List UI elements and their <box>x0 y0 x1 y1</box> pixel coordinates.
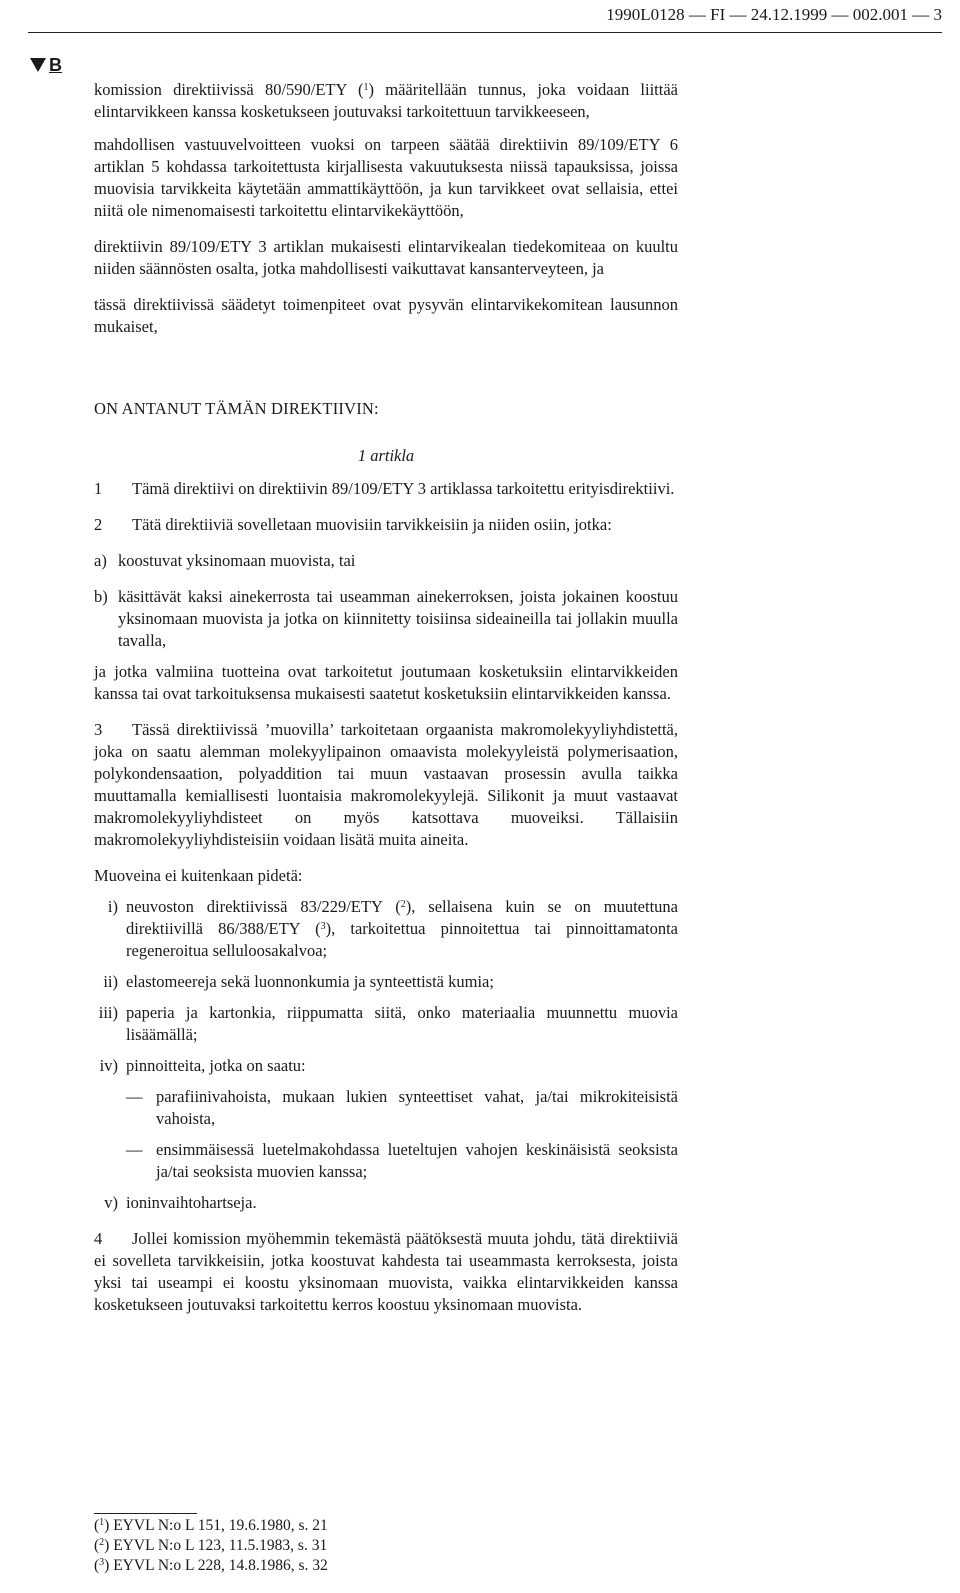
exclusion-item-ii: ii) elastomeereja sekä luonnonkumia ja synteettistä kumia; <box>103 972 494 991</box>
recital-4: tässä direktiivissä säädetyt toimenpiteet ovat pysyvän elintarvikekomitean lausunnon mukaiset, <box>94 295 678 336</box>
enacting-formula: ON ANTANUT TÄMÄN DIREKTIIVIN: <box>94 399 379 418</box>
footnotes <box>94 1516 694 1576</box>
footnote-rule <box>94 1513 197 1514</box>
footnote-2: ($^2$) EYVL N:o L 123, 11.5.1983, s. 31 <box>94 1537 328 1554</box>
article-title: 1 artikla <box>357 446 415 465</box>
paragraph-number: 2 <box>94 515 103 534</box>
dash-item-2: — ensimmäisessä luetelmakohdassa lueteltujen vahojen keskinäisistä seoksista ja/tai seoksista muovien kanssa; <box>126 1140 678 1181</box>
recital-1: komission direktiivissä 80/590/ETY ($^1$) määritellään tunnus, joka voidaan liittää elintarvikkeen kanssa kosketukseen joutuvaksi tarkoitettuun tarvikkeeseen, <box>94 80 678 121</box>
paragraph-number: 4 <box>94 1229 103 1248</box>
footnote-ref-2[interactable]: 2 <box>400 899 406 910</box>
paragraph-number: 3 <box>94 720 103 739</box>
paragraph-3: 3 Tässä direktiivissä ’muovilla’ tarkoitetaan orgaanista makromolekyyliyhdistettä, joka on saatu alemman molekyylipainon omaavista molekyyleistä polymerisaation, polykondensaation, polyaddition tai muun vastaavan prosessin avulla taikka muuttamalla kemiallisesti luontaisia makromolekyylejä. Silikonit ja muut vastaavat makromolekyyliyhdisteet on myös katsottava muoveiksi. Tällaisiin makromolekyyliyhdisteisiin voidaan lisätä muita aineita. <box>94 720 678 849</box>
page-header: 1990L0128 — FI — 24.12.1999 — 002.001 — 3 <box>606 5 942 24</box>
footnote-ref-1[interactable]: 1 <box>363 82 369 93</box>
marker-code: B <box>49 55 62 75</box>
recital-3: direktiivin 89/109/ETY 3 artiklan mukaisesti elintarvikealan tiedekomiteaa on kuultu niiden säännösten osalta, jotka mahdollisesti vaikuttavat kansanterveyteen, ja <box>94 237 678 278</box>
list-item-b: b) käsittävät kaksi ainekerrosta tai useamman ainekerroksen, joista jokainen koostuu yksinomaan muovista ja jotka on kiinnitetty toisiinsa sideaineilla tai jollakin muulla tavalla, <box>94 587 678 650</box>
exclusion-item-v: v) ioninvaihtohartseja. <box>104 1193 257 1212</box>
exclusion-item-iii: iii) paperia ja kartonkia, riippumatta siitä, onko materiaalia muunnettu muovia lisäämällä; <box>98 1003 678 1044</box>
footnote-ref-3[interactable]: 3 <box>320 921 326 932</box>
dash-item-1: — parafiinivahoista, mukaan lukien synteettiset vahat, ja/tai mikrokiteisistä vahoista, <box>126 1087 678 1128</box>
paragraph-number: 1 <box>94 479 103 498</box>
paragraph-2: 2 Tätä direktiiviä sovelletaan muovisiin tarvikkeisiin ja niiden osiin, jotka: <box>94 515 612 534</box>
exclusion-item-i: i) neuvoston direktiivissä 83/229/ETY ($^2$), sellaisena kuin se on muutettuna direktiivillä 86/388/ETY ($^3$), tarkoitettua pinnoitettua tai pinnoittamatonta regeneroitua selluloosakalvoa; <box>107 897 679 960</box>
amendment-marker <box>30 54 62 76</box>
exclusion-item-iv: iv) pinnoitteita, jotka on saatu: <box>99 1056 306 1075</box>
paragraph-4: 4 Jollei komission myöhemmin tekemästä päätöksestä muuta johdu, tätä direktiiviä ei sovelleta tarvikkeisiin, jotka koostuvat kahdesta tai useammasta kerroksesta, joista yksi tai useampi ei koostu yksinomaan muovista, vaikka elintarvikkeiden kanssa kosketukseen joutuvaksi tarkoitettu kerros koostuu yksinomaan muovista. <box>94 1229 678 1314</box>
document-body <box>94 79 678 1316</box>
paragraph-2-closing: ja jotka valmiina tuotteina ovat tarkoitetut joutumaan kosketuksiin elintarvikkeiden kanssa tai ovat tarkoituksensa mukaisesti saatetut kosketuksiin elintarvikkeiden kanssa. <box>94 662 678 703</box>
triangle-marker-icon <box>30 58 46 72</box>
recital-2: mahdollisen vastuuvelvoitteen vuoksi on tarpeen säätää direktiivin 89/109/ETY 6 artiklan 5 kohdassa tarkoitettusta kirjallisesta vakuutuksesta niissä tapauksissa, joissa muovisia tarvikkeita käytetään ammattikäyttöön, ja kun tarvikkeet ovat sellaisia, ettei niitä ole nimenomaisesti tarkoitettu elintarvikekäyttöön, <box>94 135 678 220</box>
header-rule <box>28 32 942 33</box>
footnote-3: ($^3$) EYVL N:o L 228, 14.8.1986, s. 32 <box>94 1557 328 1574</box>
exclusion-intro: Muoveina ei kuitenkaan pidetä: <box>94 866 303 885</box>
footnote-1: ($^1$) EYVL N:o L 151, 19.6.1980, s. 21 <box>94 1517 328 1534</box>
list-item-a: a) koostuvat yksinomaan muovista, tai <box>94 551 356 570</box>
paragraph-1: 1 Tämä direktiivi on direktiivin 89/109/ETY 3 artiklassa tarkoitettu erityisdirektiivi. <box>94 479 675 498</box>
